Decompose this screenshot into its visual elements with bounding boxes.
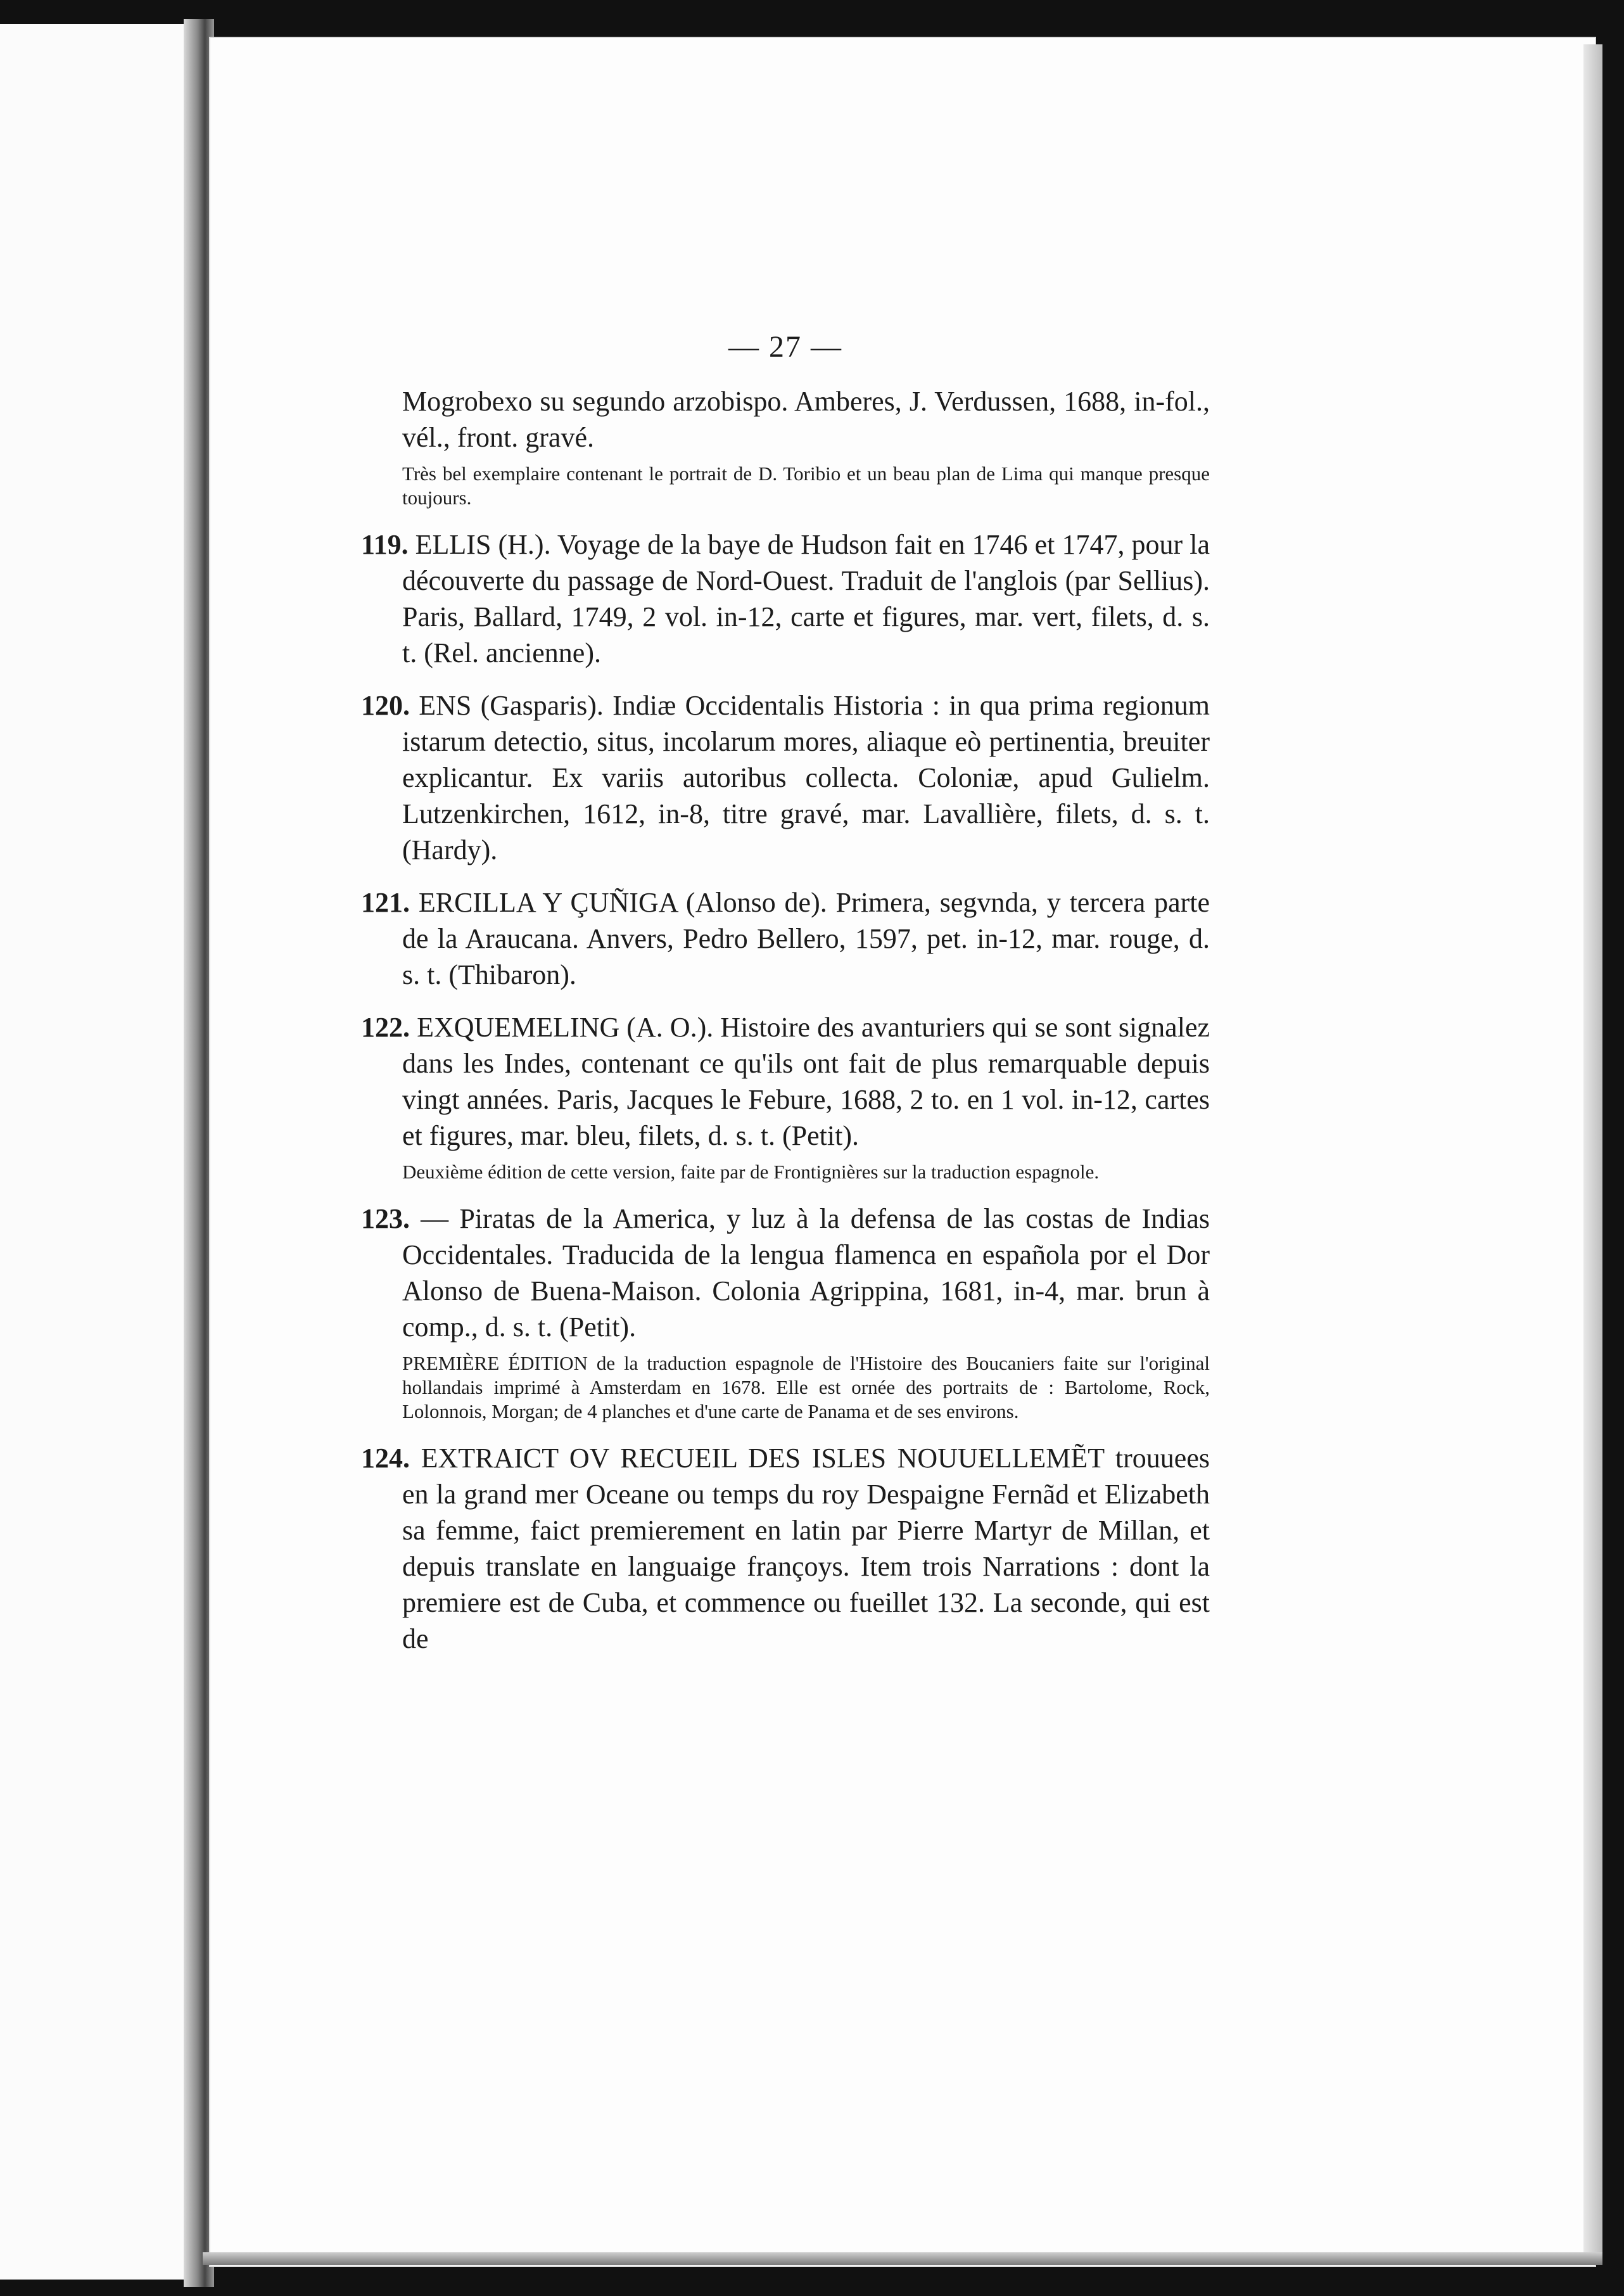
page-edge-bottom [203,2252,1602,2265]
continued-entry-note: Très bel exemplaire contenant le portrait de D. Toribio et un beau plan de Lima qui manque presque toujours. [402,462,1210,509]
page-number: — 27 — [728,330,842,364]
entry-number: 119. [361,529,409,560]
entry-text: ELLIS (H.). Voyage de la baye de Hudson fait en 1746 et 1747, pour la découverte du passage de Nord-Ouest. Traduit de l'anglois (par Sellius). Paris, Ballard, 1749, 2 vol. in-12, carte et figures, mar. vert, filets, d. s. t. (Rel. ancienne). [402,529,1210,668]
catalog-entry-124 [361,1440,1210,1657]
entry-number: 124. [361,1443,410,1474]
entry-number: 123. [361,1203,410,1234]
catalog-entry-121 [361,884,1210,993]
entry-text: — Piratas de la America, y luz à la defensa de las costas de Indias Occidentales. Traducida de la lengua flamenca en española por el Dor Alonso de Buena-Maison. Colonia Agrippina, 1681, in-4, mar. brun à comp., d. s. t. (Petit). [402,1203,1210,1343]
entry-number: 121. [361,887,410,918]
entry-text: EXQUEMELING (A. O.). Histoire des avanturiers qui se sont signalez dans les Indes, contenant ce qu'ils ont fait de plus remarquable depuis vingt années. Paris, Jacques le Febure, 1688, 2 to. en 1 vol. in-12, cartes et figures, mar. bleu, filets, d. s. t. (Petit). [402,1012,1210,1151]
entry-number: 120. [361,690,410,721]
entry-note: PREMIÈRE ÉDITION de la traduction espagnole de l'Histoire des Boucaniers faite sur l'original hollandais imprimé à Amsterdam en 1678. Elle est ornée des portraits de : Bartolome, Rock, Lolonnois, Morgan; de 4 planches et d'une carte de Panama et de ses environs. [402,1352,1210,1422]
entry-text: ENS (Gasparis). Indiæ Occidentalis Historia : in qua prima regionum istarum detectio, situs, incolarum mores, aliaque eò pertinentia, breuiter explicantur. Ex variis autoribus collecta. Coloniæ, apud Gulielm. Lutzenkirchen, 1612, in-8, titre gravé, mar. Lavallière, filets, d. s. t. (Hardy). [402,690,1210,865]
catalog-entry-123 [361,1201,1210,1424]
catalog-entry-122 [361,1009,1210,1184]
entry-text: EXTRAICT OV RECUEIL DES ISLES NOUUELLEMẼT trouuees en la grand mer Oceane ou temps du roy Despaigne Fernãd et Elizabeth sa femme, faict premierement en latin par Pierre Martyr de Millan, et depuis translate en languaige françoys. Item trois Narrations : dont la premiere est de Cuba, et commence ou fueillet 132. La seconde, qui est de [402,1443,1210,1654]
continued-entry [361,383,1210,510]
page-edge-right [1583,44,1602,2262]
entry-number: 122. [361,1012,410,1043]
facing-page [0,24,190,2280]
catalog-entry-119 [361,526,1210,671]
continued-entry-text: Mogrobexo su segundo arzobispo. Amberes, J. Verdussen, 1688, in-fol., vél., front. gravé. [402,386,1210,453]
page-content [361,329,1210,1657]
entry-note: Deuxième édition de cette version, faite par de Frontignières sur la traduction espagnole. [402,1161,1100,1183]
catalog-entry-120 [361,687,1210,868]
entry-text: ERCILLA Y ÇUÑIGA (Alonso de). Primera, segvnda, y tercera parte de la Araucana. Anvers, Pedro Bellero, 1597, pet. in-12, mar. rouge, d. s. t. (Thibaron). [402,887,1210,990]
